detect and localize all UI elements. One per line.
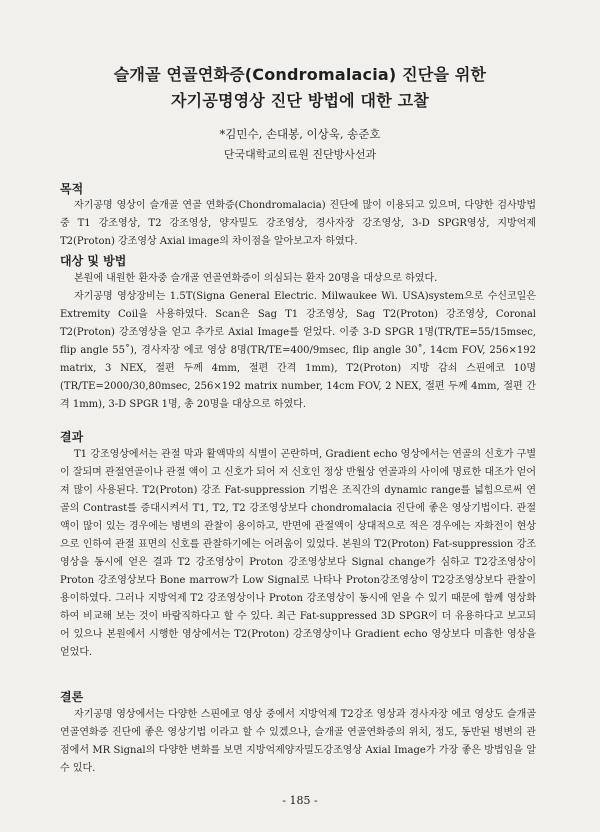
purpose-paragraph: 자기공명 영상이 슬개골 연골 연화증(Chondromalacia) 진단에 많이 이용되고 있으며, 다양한 검사방법 중 T1 강조영상, T2 강조영상, 양자밀도 강조영상, 경사자장 강조영상, 3-D SPGR영상, 지방억제 T2(Proton) 강조영상 Axial image의 차이점을 알아보고자 하였다.	[60, 200, 536, 247]
results-heading: 결과	[60, 430, 84, 444]
methods-paragraph-1: 본원에 내원한 환자중 슬개골 연골연화증이 의심되는 환자 20명을 대상으로 하였다.	[74, 273, 438, 284]
author-list: *김민수, 손대봉, 이상욱, 송준호	[219, 127, 381, 141]
conclusion-paragraph: 자기공명 영상에서는 다양한 스핀에코 영상 중에서 지방억제 T2강조 영상과 경사자장 에코 영상도 슬개골 연골연화증 진단에 좋은 영상기법 이라고 할 수 있겠으나, 슬개골 연골연화증의 위치, 정도, 동반된 병변의 관점에서 MR Signal의 다양한 변화를 보면 지방억제양자밀도강조영상 Axial Image가 가장 좋은 방법임을 알 수 있다.	[60, 709, 536, 774]
results-paragraph: T1 강조영상에서는 관절 막과 활액막의 식별이 곤란하며, Gradient echo 영상에서는 연골의 신호가 구별이 잘되며 관절연골이나 관절 액이 고 신호가 되어 저 신호인 정상 반월상 연골과의 사이에 명료한 대조가 얻어져 많이 사용된다. T2(Proton) 강조 Fat-suppression 기법은 조직간의 dynamic range를 넓힘으로써 연골의 Contrast를 증대시켜서 T1, T2, T2 강조영상보다 chondromalacia 진단에 좋은 영상기법이다. 관절 액이 많이 있는 경우에는 병변의 관찰이 용이하고, 반면에 관절액이 상대적으로 적은 경우에는 자화전이 현상으로 인하여 관절 표면의 신호를 관찰하기에는 어려움이 있었다. 본원의 T2(Proton) Fat-suppression 강조영상을 동시에 얻은 결과 T2 강조영상이 Proton 강조영상보다 Signal change가 심하고 T2강조영상이 Proton 강조영상보다 Bone marrow가 Low Signal로 나타나 Proton강조영상이 T2강조영상보다 관찰이 용이하였다. 그러나 지방억제 T2 강조영상이나 Proton 강조영상이 동시에 얻을 수 있기 때문에 함께 영상화하여 비교해 보는 것이 바람직하다고 할 수 있다. 최근 Fat-suppressed 3D SPGR이 더 유용하다고 보고되어 있으나 본원에서 시행한 영상에서는 T2(Proton) 강조영상이나 Gradient echo 영상보다 미흡한 영상을 얻었다.	[60, 449, 536, 658]
conclusion-heading: 결론	[60, 690, 84, 704]
methods-paragraph-2: 자기공명 영상장비는 1.5T(Signa General Electric. Milwaukee Wi. USA)system으로 수신코일은 Extremity Coil을 사용하였다. Scan은 Sag T1 강조영상, Sag T2(Proton) 강조영상, Coronal T2(Proton) 강조영상을 얻고 추가로 Axial Image를 얻었다. 이중 3-D SPGR 1명(TR/TE=55/15msec, flip angle 55˚), 경사자장 에코 영상 8명(TR/TE=400/9msec, flip angle 30˚, 14cm FOV, 256×192 matrix, 3 NEX, 절편 두께 4mm, 절편 간격 1mm), T2(Proton) 지방 감쇠 스핀에코 10명(TR/TE=2000/30,80msec, 256×192 matrix number, 14cm FOV, 2 NEX, 절편 두께 4mm, 절편 간격 1mm), 3-D SPGR 1명, 총 20명을 대상으로 하였다.	[60, 291, 536, 410]
methods-heading: 대상 및 방법	[60, 254, 127, 268]
page-number: - 185 -	[282, 794, 318, 807]
title-line-1: 슬개골 연골연화증(Condromalacia) 진단을 위한	[113, 65, 487, 84]
title-line-2: 자기공명영상 진단 방법에 대한 고찰	[171, 91, 429, 110]
purpose-heading: 목적	[60, 182, 84, 196]
affiliation: 단국대학교의료원 진단방사선과	[223, 148, 377, 161]
